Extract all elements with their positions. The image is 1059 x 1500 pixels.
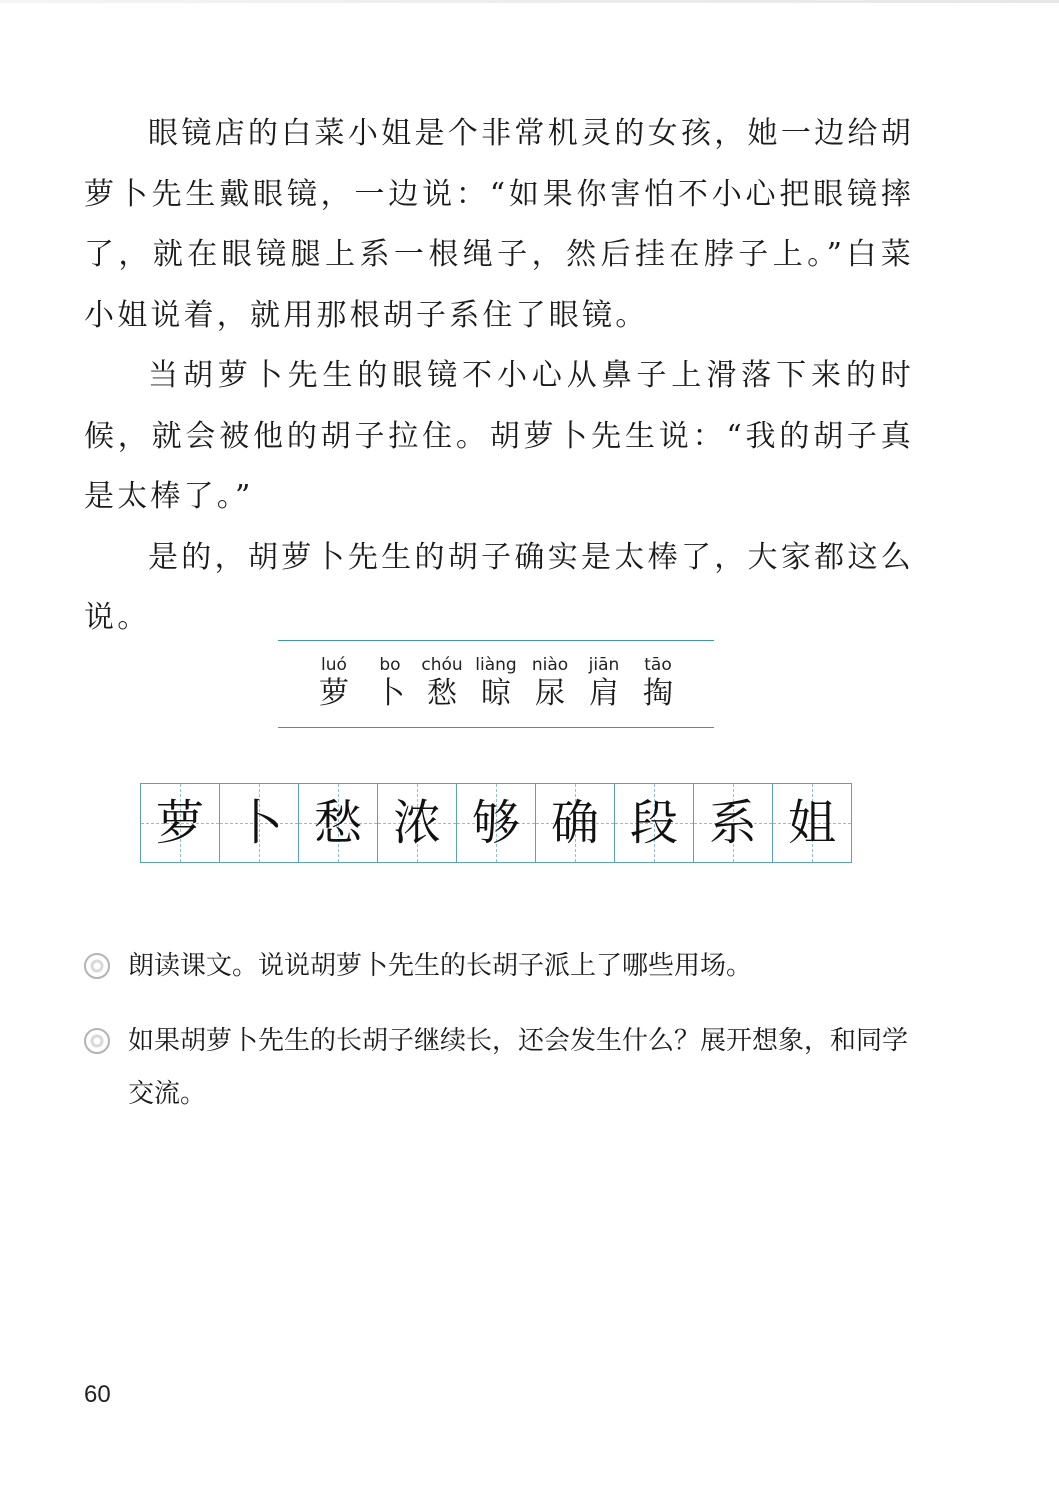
pinyin: tāo bbox=[644, 655, 672, 675]
hanzi: 掏 bbox=[643, 676, 673, 711]
writing-cell bbox=[298, 784, 377, 862]
writing-character: 萝 bbox=[155, 795, 204, 851]
page-top-edge bbox=[0, 0, 1059, 3]
writing-cell bbox=[219, 784, 298, 862]
pinyin: bo bbox=[379, 655, 401, 675]
writing-cell bbox=[693, 784, 772, 862]
exercise-bullet-icon bbox=[84, 1028, 110, 1054]
story-paragraph: 眼镜店的白菜小姐是个非常机灵的女孩，她一边给胡萝卜先生戴眼镜，一边说：“如果你害怕不小心把眼镜摔了，就在眼镜腿上系一根绳子，然后挂在脖子上。”白菜小姐说着，就用那根胡子系住了眼镜。 bbox=[84, 116, 914, 333]
writing-character: 够 bbox=[471, 795, 520, 851]
pinyin: luó bbox=[321, 655, 347, 675]
exercise-text: 如果胡萝卜先生的长胡子继续长，还会发生什么？展开想象，和同学交流。 bbox=[128, 1026, 909, 1109]
writing-character: 愁 bbox=[313, 795, 362, 851]
hanzi: 愁 bbox=[427, 676, 457, 711]
story-paragraph: 是的，胡萝卜先生的胡子确实是太棒了，大家都这么说。 bbox=[84, 539, 914, 635]
exercise-bullet-icon bbox=[84, 953, 110, 979]
writing-cell bbox=[772, 784, 851, 862]
new-characters-box bbox=[278, 640, 714, 728]
writing-cell bbox=[456, 784, 535, 862]
pinyin: chóu bbox=[421, 655, 463, 675]
writing-character: 确 bbox=[550, 795, 599, 851]
writing-character: 浓 bbox=[392, 795, 441, 851]
writing-cell bbox=[614, 784, 693, 862]
pinyin: jiān bbox=[588, 655, 620, 675]
hanzi: 肩 bbox=[589, 676, 619, 711]
writing-grid bbox=[140, 783, 852, 863]
exercise-text: 朗读课文。说说胡萝卜先生的长胡子派上了哪些用场。 bbox=[128, 951, 753, 981]
hanzi: 萝 bbox=[319, 676, 349, 711]
page-number: 60 bbox=[84, 1381, 111, 1408]
story-text bbox=[84, 104, 914, 649]
new-character bbox=[626, 641, 690, 711]
hanzi: 尿 bbox=[535, 676, 565, 711]
exercise-item bbox=[84, 940, 914, 993]
writing-cell bbox=[141, 784, 219, 862]
pinyin: liàng bbox=[475, 655, 517, 675]
writing-character: 段 bbox=[629, 795, 678, 851]
exercise-item bbox=[84, 1015, 914, 1121]
hanzi: 晾 bbox=[481, 676, 511, 711]
hanzi: 卜 bbox=[375, 676, 405, 711]
story-paragraph: 当胡萝卜先生的眼镜不小心从鼻子上滑落下来的时候，就会被他的胡子拉住。胡萝卜先生说：“我的胡子真是太棒了。” bbox=[84, 358, 914, 514]
writing-character: 卜 bbox=[234, 795, 283, 851]
writing-character: 系 bbox=[708, 795, 757, 851]
writing-character: 姐 bbox=[787, 795, 836, 851]
writing-cell bbox=[535, 784, 614, 862]
writing-cell bbox=[377, 784, 456, 862]
pinyin: niào bbox=[531, 655, 569, 675]
new-character bbox=[302, 641, 366, 711]
